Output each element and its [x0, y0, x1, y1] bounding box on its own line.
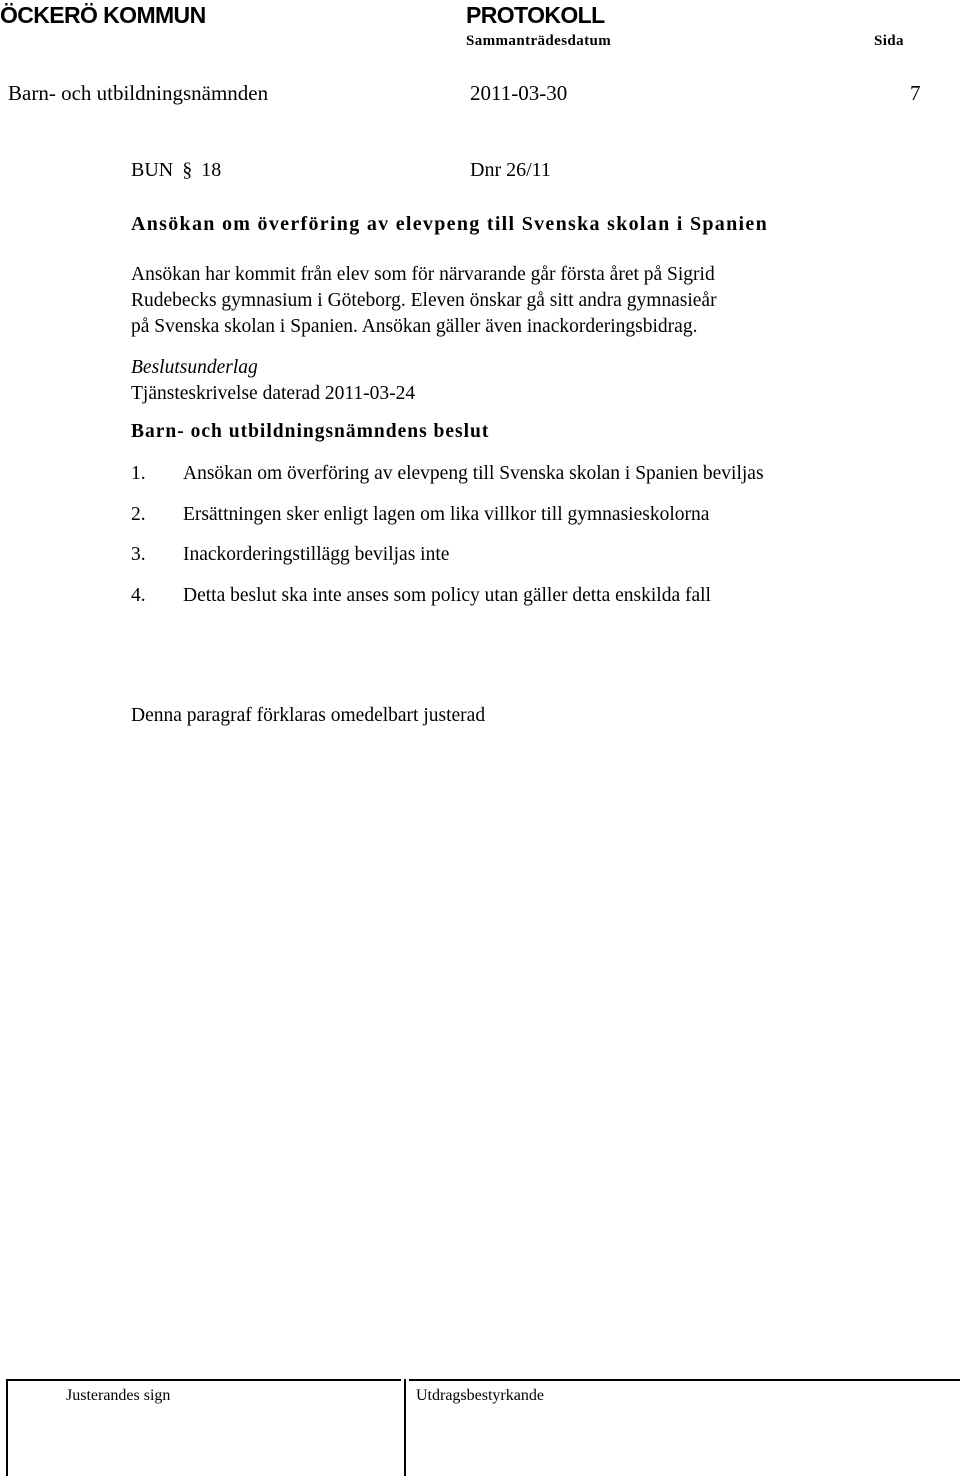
organization-name: ÖCKERÖ KOMMUN	[0, 2, 206, 28]
decision-item-text: Ersättningen sker enligt lagen om lika villkor till gymnasieskolorna	[183, 504, 710, 525]
section-prefix: BUN	[131, 159, 174, 181]
body-line: Rudebecks gymnasium i Göteborg. Eleven önskar gå sitt andra gymnasieår	[131, 290, 717, 311]
decision-item-number: 1.	[131, 463, 146, 484]
signatures-label: Justerandes sign	[66, 1387, 171, 1404]
section-number: 18	[201, 159, 222, 181]
basis-document: Tjänsteskrivelse daterad 2011-03-24	[131, 383, 416, 404]
footer-divider-middle	[404, 1379, 406, 1476]
section-title: Ansökan om överföring av elevpeng till Svenska skolan i Spanien	[131, 213, 768, 235]
board-name: Barn- och utbildningsnämnden	[8, 81, 269, 105]
paragraph-sign: §	[182, 159, 193, 181]
body-line: på Svenska skolan i Spanien. Ansökan gäller även inackorderingsbidrag.	[131, 316, 698, 337]
footer-divider-left	[6, 1379, 8, 1476]
adjustment-note: Denna paragraf förklaras omedelbart justerad	[131, 705, 486, 726]
section-reference	[131, 157, 221, 183]
extract-label: Utdragsbestyrkande	[416, 1387, 544, 1404]
page-number: 7	[910, 81, 921, 105]
decision-item-text: Ansökan om överföring av elevpeng till Svenska skolan i Spanien beviljas	[183, 463, 764, 484]
decision-item-number: 2.	[131, 504, 146, 525]
document-type: PROTOKOLL	[466, 2, 605, 28]
decision-heading: Barn- och utbildningsnämndens beslut	[131, 421, 490, 442]
footer-rule-left	[6, 1379, 401, 1381]
decision-item-text: Detta beslut ska inte anses som policy utan gäller detta enskilda fall	[183, 585, 711, 606]
decision-item-text: Inackorderingstillägg beviljas inte	[183, 544, 450, 565]
diary-number: Dnr 26/11	[470, 159, 551, 181]
footer-rule-right	[409, 1379, 960, 1381]
page-label: Sida	[874, 33, 904, 49]
meeting-date: 2011-03-30	[470, 81, 568, 105]
body-line: Ansökan har kommit från elev som för närvarande går första året på Sigrid	[131, 264, 715, 285]
basis-label: Beslutsunderlag	[131, 357, 258, 378]
decision-item-number: 3.	[131, 544, 146, 565]
decision-item-number: 4.	[131, 585, 146, 606]
meeting-date-label: Sammanträdesdatum	[466, 33, 612, 49]
